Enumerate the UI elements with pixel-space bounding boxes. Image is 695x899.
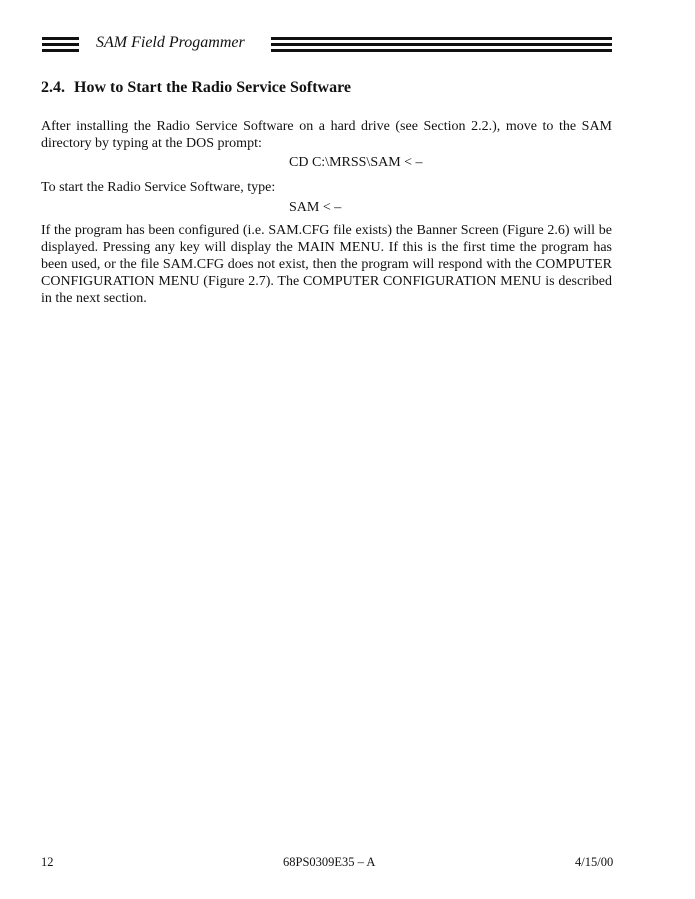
footer-date: 4/15/00 [575,855,614,869]
command-sam: SAM < – [289,200,342,215]
footer-doc-number: 68PS0309E35 – A [283,855,376,869]
footer-page-number: 12 [41,855,54,869]
header-title: SAM Field Progammer [96,34,245,51]
header-rule-left [42,37,79,53]
paragraph-config: If the program has been configured (i.e. SAM.CFG file exists) the Banner Screen (Figure 2.6) will be displayed. Pressing any key will display the MAIN MENU. If this is the first time the program has been used, or the file SAM.CFG does not exist, then the program will respond with the COMPUTER CONFIGURATION MENU (Figure 2.7). The COMPUTER CONFIGURATION MENU is described in the next section. [41,223,612,306]
paragraph-install: After installing the Radio Service Software on a hard drive (see Section 2.2.), move to the SAM directory by typing at the DOS prompt: [41,119,612,151]
header-rule-right [271,37,612,53]
section-title: How to Start the Radio Service Software [74,79,351,96]
command-cd: CD C:\MRSS\SAM < – [289,155,423,170]
section-number: 2.4. [41,79,65,96]
paragraph-start: To start the Radio Service Software, type: [41,180,276,195]
section-heading [41,79,351,97]
page-header [42,33,612,57]
